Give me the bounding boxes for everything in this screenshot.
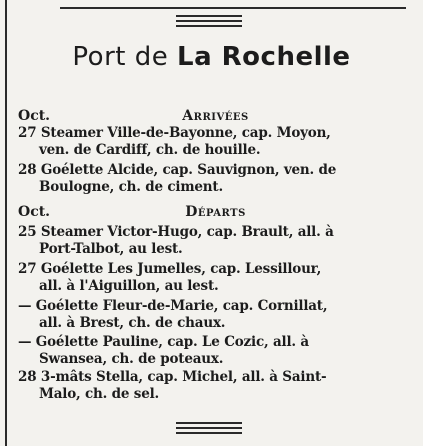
entry-line: Boulogne, ch. de ciment.	[39, 179, 223, 195]
arrival-entry	[18, 125, 413, 159]
top-divider	[60, 7, 406, 9]
entry-line: 28 3-mâts Stella, cap. Michel, all. à Saint-	[18, 369, 327, 385]
departures-month: Oct.	[18, 204, 51, 220]
entry-line: 27 Goélette Les Jumelles, cap. Lessillour,	[18, 261, 322, 277]
arrivals-month: Oct.	[18, 108, 51, 124]
entry-line: 25 Steamer Victor-Hugo, cap. Brault, all. à	[18, 224, 334, 240]
entry-line: Swansea, ch. de poteaux.	[39, 351, 224, 367]
entry-line: all. à Brest, ch. de chaux.	[39, 315, 226, 331]
footer-ornament-rule	[176, 422, 242, 437]
entry-line: 28 Goélette Alcide, cap. Sauvignon, ven. de	[18, 162, 337, 178]
departure-entry	[18, 369, 413, 403]
title-port-name: La Rochelle	[177, 42, 351, 72]
departure-entry	[18, 224, 413, 258]
entry-line: Port-Talbot, au lest.	[39, 241, 183, 257]
arrival-entry	[18, 162, 413, 196]
header-ornament-rule	[176, 15, 242, 30]
arrivals-heading: Arrivées	[182, 108, 249, 124]
title-prefix: Port de	[72, 42, 169, 72]
entry-line: ven. de Cardiff, ch. de houille.	[39, 142, 261, 158]
entry-line: all. à l'Aiguillon, au lest.	[39, 278, 219, 294]
departure-entry	[18, 298, 413, 332]
entry-line: — Goélette Pauline, cap. Le Cozic, all. à	[18, 334, 309, 350]
departures-heading: Départs	[185, 204, 246, 220]
departure-entry	[18, 261, 413, 295]
page-title	[0, 42, 423, 72]
entry-line: — Goélette Fleur-de-Marie, cap. Cornillat,	[18, 298, 328, 314]
entry-line: 27 Steamer Ville-de-Bayonne, cap. Moyon,	[18, 125, 331, 141]
departure-entry	[18, 334, 413, 368]
entry-line: Malo, ch. de sel.	[39, 386, 160, 402]
